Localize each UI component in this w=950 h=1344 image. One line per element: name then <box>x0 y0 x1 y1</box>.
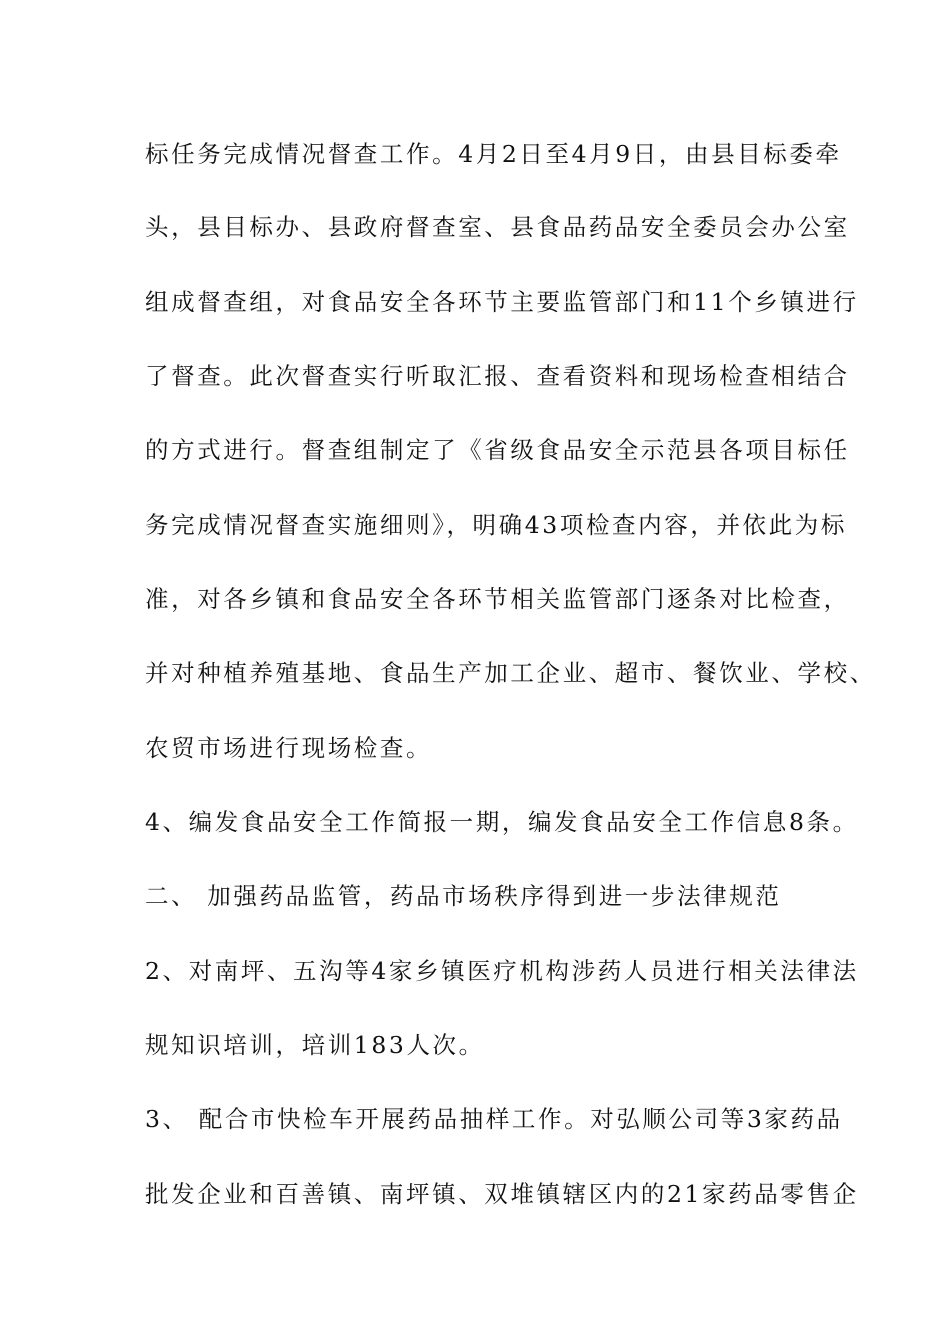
list-item: 4、编发食品安全工作简报一期，编发食品安全工作信息8条。 <box>145 808 859 836</box>
text-line: 头，县目标办、县政府督查室、县食品药品安全委员会办公室 <box>145 213 850 241</box>
list-item: 2、对南坪、五沟等4家乡镇医疗机构涉药人员进行相关法律法 <box>145 957 859 985</box>
text-line: 务完成情况督查实施细则》，明确43项检查内容，并依此为标 <box>145 511 847 539</box>
text-line: 农贸市场进行现场检查。 <box>145 734 433 762</box>
section-heading: 二、 加强药品监管，药品市场秩序得到进一步法律规范 <box>145 882 782 910</box>
text-line: 的方式进行。督查组制定了《省级食品安全示范县各项目标任 <box>145 436 850 464</box>
text-line: 规知识培训，培训183人次。 <box>145 1031 485 1059</box>
text-line: 了督查。此次督查实行听取汇报、查看资料和现场检查相结合 <box>145 362 850 390</box>
text-line: 并对种植养殖基地、食品生产加工企业、超市、餐饮业、学校、 <box>145 659 876 687</box>
text-line: 标任务完成情况督查工作。4月2日至4月9日，由县目标委牵 <box>145 140 842 168</box>
text-line: 组成督查组，对食品安全各环节主要监管部门和11个乡镇进行 <box>145 288 859 316</box>
list-item: 3、 配合市快检车开展药品抽样工作。对弘顺公司等3家药品 <box>145 1105 843 1133</box>
text-line: 准，对各乡镇和食品安全各环节相关监管部门逐条对比检查， <box>145 585 850 613</box>
text-line: 批发企业和百善镇、南坪镇、双堆镇辖区内的21家药品零售企 <box>145 1180 859 1208</box>
